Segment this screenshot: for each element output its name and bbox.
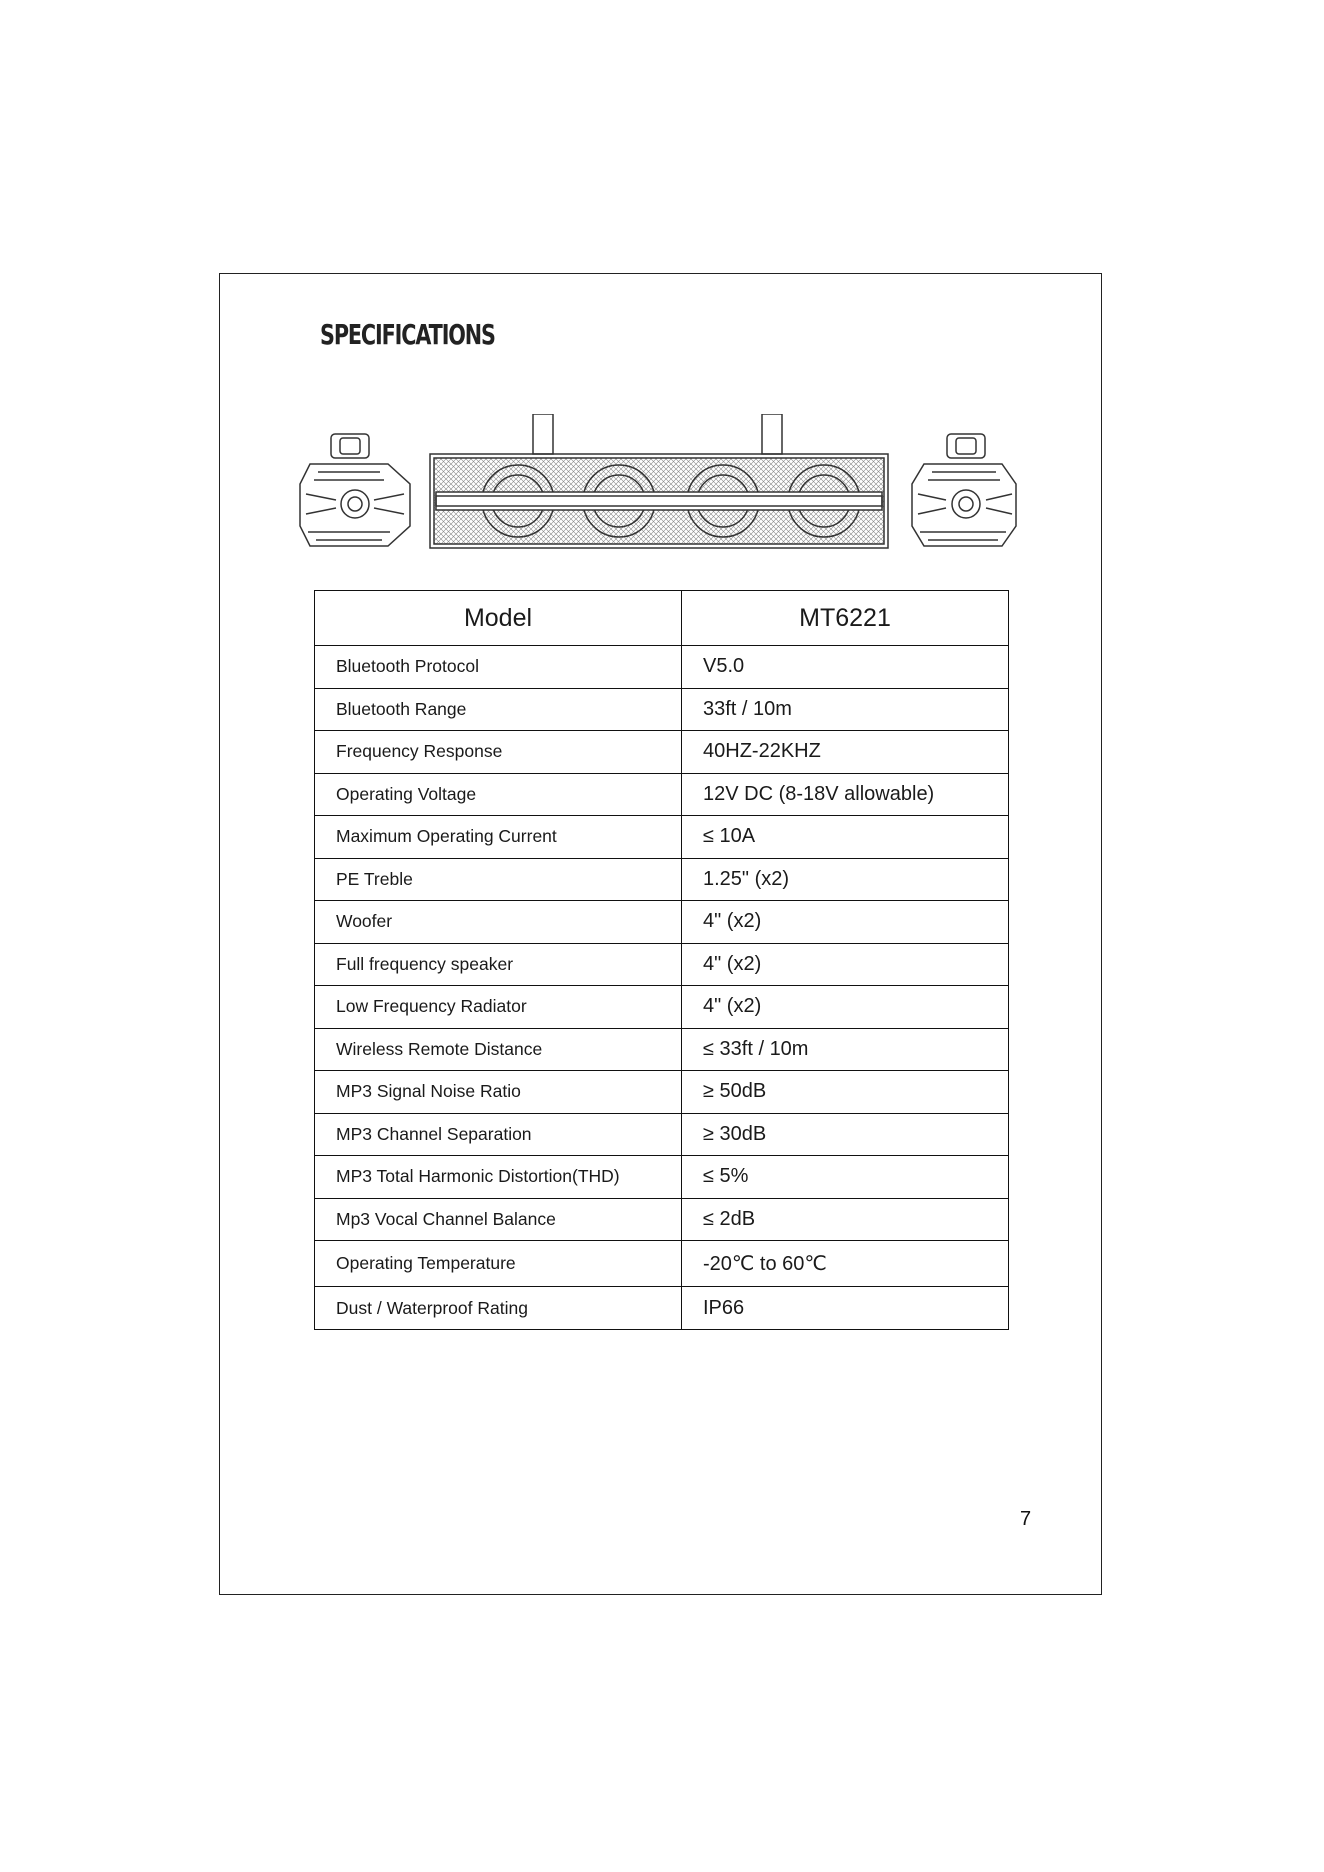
table-row — [315, 646, 1009, 689]
spec-value: 1.25" (x2) — [682, 858, 1009, 901]
specifications-table — [314, 590, 1009, 1330]
table-row — [315, 1241, 1009, 1287]
spec-label: PE Treble — [315, 858, 682, 901]
table-row — [315, 1156, 1009, 1199]
table-header-cell: Model — [315, 591, 682, 646]
speaker-product-illustration — [296, 414, 1026, 552]
table-row — [315, 1113, 1009, 1156]
spec-value: ≤ 5% — [682, 1156, 1009, 1199]
table-row — [315, 773, 1009, 816]
spec-value: V5.0 — [682, 646, 1009, 689]
spec-label: MP3 Signal Noise Ratio — [315, 1071, 682, 1114]
spec-label: Woofer — [315, 901, 682, 944]
spec-value: ≤ 33ft / 10m — [682, 1028, 1009, 1071]
spec-value: ≥ 30dB — [682, 1113, 1009, 1156]
table-row — [315, 858, 1009, 901]
table-row — [315, 1028, 1009, 1071]
page-number: 7 — [1020, 1508, 1032, 1530]
spec-value: -20℃ to 60℃ — [682, 1241, 1009, 1287]
spec-label: MP3 Total Harmonic Distortion(THD) — [315, 1156, 682, 1199]
spec-label: Wireless Remote Distance — [315, 1028, 682, 1071]
spec-label: Low Frequency Radiator — [315, 986, 682, 1029]
table-row — [315, 731, 1009, 774]
table-row — [315, 1287, 1009, 1330]
spec-value: 40HZ-22KHZ — [682, 731, 1009, 774]
spec-label: Operating Temperature — [315, 1241, 682, 1287]
soundbar-drawing — [430, 414, 888, 548]
page-title: SPECIFICATIONS — [320, 318, 495, 351]
table-row — [315, 901, 1009, 944]
spec-value: ≤ 2dB — [682, 1198, 1009, 1241]
spec-value: ≤ 10A — [682, 816, 1009, 859]
spec-value: 4" (x2) — [682, 986, 1009, 1029]
spec-value: 33ft / 10m — [682, 688, 1009, 731]
spec-label: Bluetooth Range — [315, 688, 682, 731]
table-row — [315, 943, 1009, 986]
spec-value: ≥ 50dB — [682, 1071, 1009, 1114]
spec-value: 4" (x2) — [682, 943, 1009, 986]
table-row — [315, 986, 1009, 1029]
spec-label: Dust / Waterproof Rating — [315, 1287, 682, 1330]
table-row — [315, 1198, 1009, 1241]
spec-label: Operating Voltage — [315, 773, 682, 816]
spec-label: Full frequency speaker — [315, 943, 682, 986]
table-row — [315, 688, 1009, 731]
spec-label: Mp3 Vocal Channel Balance — [315, 1198, 682, 1241]
right-pod-speaker-drawing — [912, 434, 1016, 546]
spec-label: Frequency Response — [315, 731, 682, 774]
table-header-cell: MT6221 — [682, 591, 1009, 646]
spec-label: Maximum Operating Current — [315, 816, 682, 859]
left-pod-speaker-drawing — [300, 434, 410, 546]
table-row — [315, 1071, 1009, 1114]
table-row — [315, 816, 1009, 859]
spec-label: Bluetooth Protocol — [315, 646, 682, 689]
spec-label: MP3 Channel Separation — [315, 1113, 682, 1156]
spec-value: 4" (x2) — [682, 901, 1009, 944]
table-header-row — [315, 591, 1009, 646]
spec-value: 12V DC (8-18V allowable) — [682, 773, 1009, 816]
spec-value: IP66 — [682, 1287, 1009, 1330]
